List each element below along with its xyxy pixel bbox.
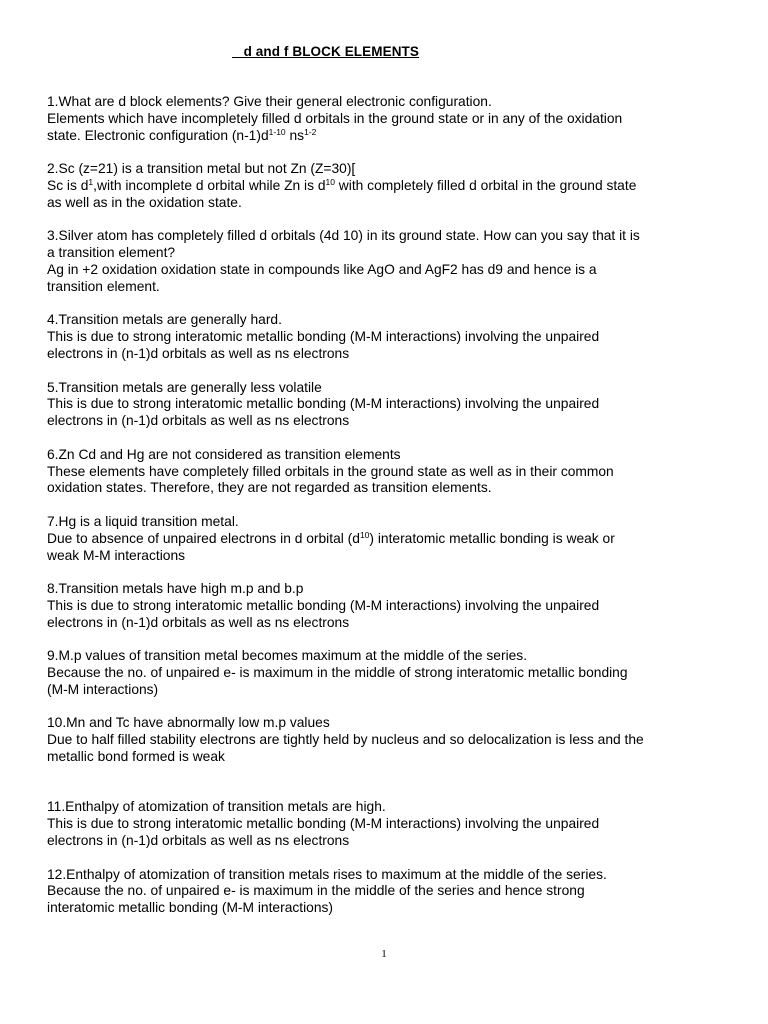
question-3-line-1: 3.Silver atom has completely filled d orbitals (4d 10) in its ground state. How can you say that it is xyxy=(47,228,640,244)
superscript-10: 10 xyxy=(325,176,335,187)
answer-1-line-2 xyxy=(47,128,737,145)
answer-1-line-1: Elements which have incompletely filled d orbitals in the ground state or in any of the oxidation xyxy=(47,110,623,126)
answer-12-line-1: Because the no. of unpaired e- is maximum in the middle of the series and hence strong xyxy=(47,883,585,899)
answer-10-line-2: metallic bond formed is weak xyxy=(47,749,225,765)
question-9: 9.M.p values of transition metal becomes maximum at the middle of the series. xyxy=(47,648,528,664)
document-body xyxy=(47,94,737,934)
answer-8-line-1: This is due to strong interatomic metallic bonding (M-M interactions) involving the unpaired xyxy=(47,597,600,613)
answer-2-text-c: with completely filled d orbital in the ground state xyxy=(334,177,637,193)
answer-3-line-1: Ag in +2 oxidation oxidation state in compounds like AgO and AgF2 has d9 and hence is a xyxy=(47,261,597,277)
qa-item-9 xyxy=(47,648,737,698)
superscript-1-10: 1-10 xyxy=(268,126,286,137)
answer-9-line-1: Because the no. of unpaired e- is maximum in the middle of strong interatomic metallic bonding xyxy=(47,665,628,681)
qa-item-6 xyxy=(47,447,737,497)
question-11: 11.Enthalpy of atomization of transition metals are high. xyxy=(47,799,386,815)
answer-5-line-2: electrons in (n-1)d orbitals as well as ns electrons xyxy=(47,413,350,429)
answer-12-line-2: interatomic metallic bonding (M-M interactions) xyxy=(47,900,334,916)
superscript-1-2: 1-2 xyxy=(304,126,317,137)
answer-2-text-a: Sc is d xyxy=(47,177,89,193)
page-number: 1 xyxy=(381,948,387,960)
qa-item-8 xyxy=(47,581,737,631)
answer-5-line-1: This is due to strong interatomic metallic bonding (M-M interactions) involving the unpaired xyxy=(47,396,600,412)
answer-4-line-1: This is due to strong interatomic metallic bonding (M-M interactions) involving the unpaired xyxy=(47,329,600,345)
superscript-d10: 10 xyxy=(359,529,370,540)
answer-11-line-1: This is due to strong interatomic metallic bonding (M-M interactions) involving the unpaired xyxy=(47,816,600,832)
question-12: 12.Enthalpy of atomization of transition metals rises to maximum at the middle of the series. xyxy=(47,866,607,882)
answer-7-line-1 xyxy=(47,531,737,548)
question-8: 8.Transition metals have high m.p and b.p xyxy=(47,581,304,597)
answer-8-line-2: electrons in (n-1)d orbitals as well as ns electrons xyxy=(47,614,350,630)
qa-item-3 xyxy=(47,228,737,295)
document-title-text: d and f BLOCK ELEMENTS xyxy=(243,44,420,59)
qa-item-12 xyxy=(47,867,737,917)
answer-11-line-2: electrons in (n-1)d orbitals as well as ns electrons xyxy=(47,833,350,849)
answer-4-line-2: electrons in (n-1)d orbitals as well as ns electrons xyxy=(47,345,350,361)
answer-10-line-1: Due to half filled stability electrons are tightly held by nucleus and so delocalization is less and the xyxy=(47,732,644,748)
answer-7-line-2: weak M-M interactions xyxy=(47,547,186,563)
answer-1-text-a: state. Electronic configuration (n-1)d xyxy=(47,127,269,143)
question-5: 5.Transition metals are generally less volatile xyxy=(47,379,322,395)
question-4: 4.Transition metals are generally hard. xyxy=(47,312,282,328)
answer-7-text-a: Due to absence of unpaired electrons in d orbital (d xyxy=(47,530,360,546)
question-7: 7.Hg is a liquid transition metal. xyxy=(47,513,239,529)
answer-6-line-1: These elements have completely filled orbitals in the ground state as well as in their common xyxy=(47,463,614,479)
answer-9-line-2: (M-M interactions) xyxy=(47,681,159,697)
answer-6-line-2: oxidation states. Therefore, they are not regarded as transition elements. xyxy=(47,480,492,496)
question-3-line-2: a transition element? xyxy=(47,245,176,261)
qa-item-11 xyxy=(47,799,737,849)
answer-2-line-1 xyxy=(47,178,737,195)
qa-item-1 xyxy=(47,94,737,144)
qa-item-7 xyxy=(47,514,737,564)
answer-7-text-b: ) interatomic metallic bonding is weak or xyxy=(369,530,615,546)
qa-item-4 xyxy=(47,312,737,362)
qa-item-2 xyxy=(47,161,737,211)
question-6: 6.Zn Cd and Hg are not considered as transition elements xyxy=(47,446,401,462)
question-2: 2.Sc (z=21) is a transition metal but not Zn (Z=30)[ xyxy=(47,161,356,177)
answer-3-line-2: transition element. xyxy=(47,278,160,294)
answer-2-text-b: ,with incomplete d orbital while Zn is d xyxy=(93,177,326,193)
qa-item-5 xyxy=(47,380,737,430)
qa-item-10 xyxy=(47,715,737,765)
answer-1-text-b: ns xyxy=(285,127,305,143)
answer-2-line-2: as well as in the oxidation state. xyxy=(47,194,242,210)
question-10: 10.Mn and Tc have abnormally low m.p values xyxy=(47,715,330,731)
superscript-1: 1 xyxy=(88,176,94,187)
question-1: 1.What are d block elements? Give their general electronic configuration. xyxy=(47,94,492,109)
document-title xyxy=(232,44,419,59)
